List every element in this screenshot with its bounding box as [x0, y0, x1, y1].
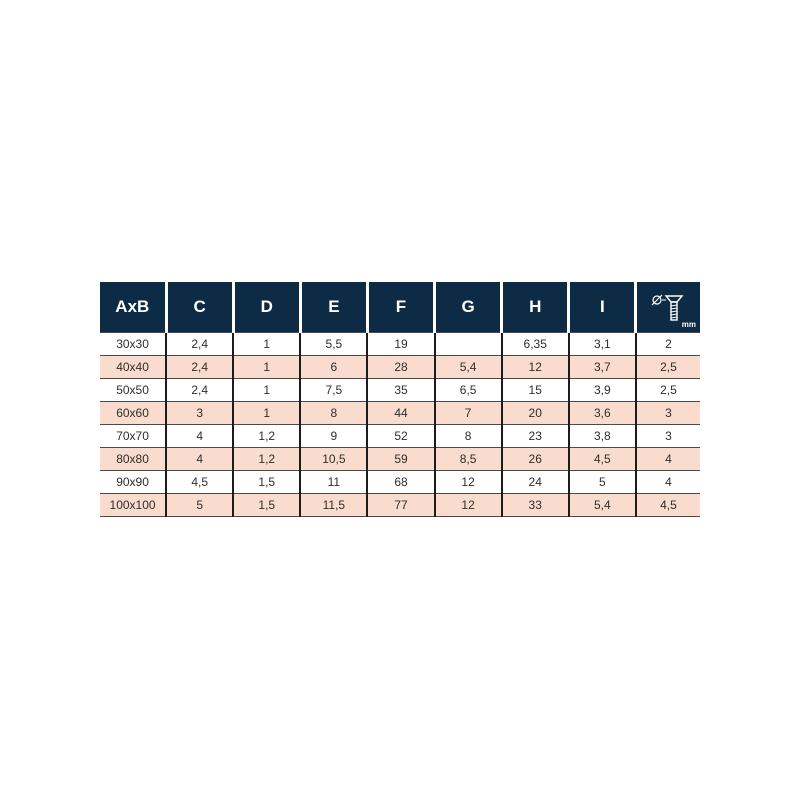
table-cell: 11,5	[300, 494, 367, 517]
table-row	[100, 379, 700, 402]
header-e: E	[300, 282, 367, 333]
table-cell: 1	[233, 402, 300, 425]
table-cell: 4,5	[166, 471, 233, 494]
table-cell: 8,5	[435, 448, 502, 471]
table-cell: 1,2	[233, 448, 300, 471]
table-cell: 12	[502, 356, 569, 379]
table-cell: 2,4	[166, 333, 233, 356]
size-cell: 80x80	[100, 448, 166, 471]
table-cell: 23	[502, 425, 569, 448]
table-cell: 5,4	[569, 494, 636, 517]
table-cell: 52	[367, 425, 434, 448]
table-cell: 4,5	[569, 448, 636, 471]
table-cell: 3	[636, 425, 700, 448]
table-cell: 35	[367, 379, 434, 402]
table-cell: 3,7	[569, 356, 636, 379]
table-cell: 3,8	[569, 425, 636, 448]
table-body	[100, 333, 700, 517]
table-cell: 8	[435, 425, 502, 448]
table-cell: 6	[300, 356, 367, 379]
table-cell: 1	[233, 356, 300, 379]
table-cell: 33	[502, 494, 569, 517]
table-cell: 4	[636, 448, 700, 471]
table-cell: 12	[435, 471, 502, 494]
size-cell: 90x90	[100, 471, 166, 494]
table-cell: 5,4	[435, 356, 502, 379]
size-cell: 60x60	[100, 402, 166, 425]
table-cell: 6,35	[502, 333, 569, 356]
table-cell: 20	[502, 402, 569, 425]
table-cell: 9	[300, 425, 367, 448]
table-cell: 3	[636, 402, 700, 425]
table-cell: 44	[367, 402, 434, 425]
table-cell: 3,9	[569, 379, 636, 402]
table-cell: 2	[636, 333, 700, 356]
header-screw	[636, 282, 700, 333]
table-cell: 2,4	[166, 356, 233, 379]
header-i: I	[569, 282, 636, 333]
dimensions-table	[100, 282, 700, 517]
table-cell: 4,5	[636, 494, 700, 517]
table-cell: 3	[166, 402, 233, 425]
table-row	[100, 471, 700, 494]
table-cell: 19	[367, 333, 434, 356]
table-cell	[435, 333, 502, 356]
table-cell: 59	[367, 448, 434, 471]
table-cell: 77	[367, 494, 434, 517]
table-row	[100, 494, 700, 517]
table-cell: 26	[502, 448, 569, 471]
table-cell: 2,5	[636, 379, 700, 402]
table-cell: 1	[233, 379, 300, 402]
table-cell: 6,5	[435, 379, 502, 402]
table-cell: 5,5	[300, 333, 367, 356]
table-cell: 5	[166, 494, 233, 517]
table-row	[100, 333, 700, 356]
table-cell: 2,4	[166, 379, 233, 402]
header-d: D	[233, 282, 300, 333]
table-cell: 7	[435, 402, 502, 425]
table-cell: 2,5	[636, 356, 700, 379]
size-cell: 30x30	[100, 333, 166, 356]
table-cell: 8	[300, 402, 367, 425]
header-row	[100, 282, 700, 333]
table-header	[100, 282, 700, 333]
size-cell: 50x50	[100, 379, 166, 402]
table-cell: 12	[435, 494, 502, 517]
size-cell: 100x100	[100, 494, 166, 517]
size-cell: 40x40	[100, 356, 166, 379]
header-c: C	[166, 282, 233, 333]
table-cell: 4	[636, 471, 700, 494]
table-cell: 3,6	[569, 402, 636, 425]
table-cell: 5	[569, 471, 636, 494]
table-row	[100, 425, 700, 448]
table-cell: 1	[233, 333, 300, 356]
table-cell: 4	[166, 425, 233, 448]
header-h: H	[502, 282, 569, 333]
table-row	[100, 402, 700, 425]
table-cell: 68	[367, 471, 434, 494]
header-g: G	[435, 282, 502, 333]
header-axb: AxB	[100, 282, 166, 333]
table-cell: 1,5	[233, 494, 300, 517]
table-cell: 3,1	[569, 333, 636, 356]
table-cell: 7,5	[300, 379, 367, 402]
table-cell: 28	[367, 356, 434, 379]
table-cell: 24	[502, 471, 569, 494]
table-row	[100, 448, 700, 471]
table-cell: 1,5	[233, 471, 300, 494]
table-cell: 11	[300, 471, 367, 494]
size-cell: 70x70	[100, 425, 166, 448]
table-cell: 15	[502, 379, 569, 402]
unit-label: mm	[681, 320, 696, 329]
table-row	[100, 356, 700, 379]
header-f: F	[367, 282, 434, 333]
table-cell: 10,5	[300, 448, 367, 471]
table-cell: 1,2	[233, 425, 300, 448]
table-cell: 4	[166, 448, 233, 471]
